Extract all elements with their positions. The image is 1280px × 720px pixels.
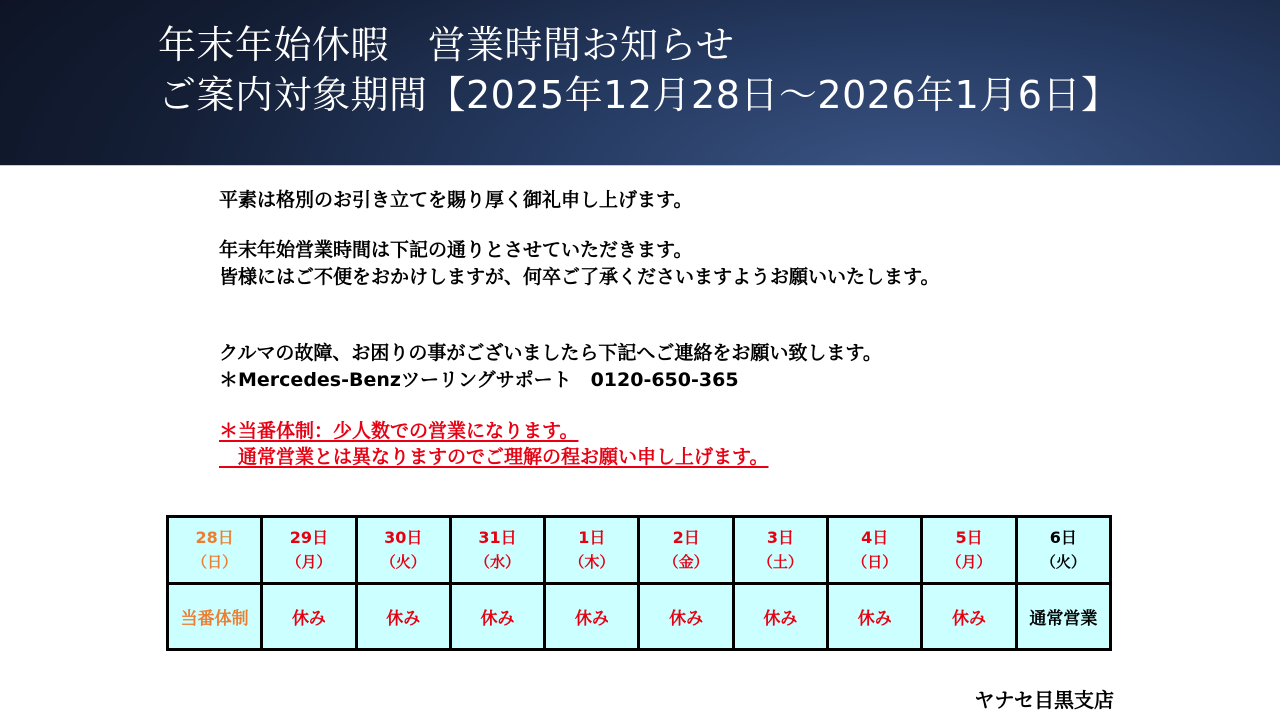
date: 1日 (578, 528, 606, 547)
date: 5日 (955, 528, 983, 547)
status-cell: 休み (733, 584, 827, 650)
status-cell: 休み (545, 584, 639, 650)
weekday: （日） (852, 553, 898, 571)
notice-line-2: 皆様にはご不便をおかけしますが、何卒ご了承くださいますようお願いいたします。 (219, 266, 940, 288)
weekday: （月） (286, 553, 332, 571)
title-line-2: ご案内対象期間【2025年12月28日～2026年1月6日】 (158, 73, 1120, 117)
weekday: （水） (475, 553, 521, 571)
date-cell (733, 517, 827, 584)
date: 4日 (861, 528, 889, 547)
date: 29日 (289, 528, 329, 547)
status-cell: 休み (450, 584, 544, 650)
weekday: （土） (757, 553, 803, 571)
date-cell (262, 517, 356, 584)
date: 30日 (384, 528, 423, 547)
status-cell: 休み (262, 584, 356, 650)
warning-line-1: ＊当番体制：少人数での営業になります。 (219, 420, 579, 442)
contact-line-2: ＊Mercedes-Benzツーリングサポート 0120-650-365 (219, 369, 739, 391)
weekday: （火） (380, 553, 426, 571)
weekday: （木） (569, 553, 615, 571)
schedule-date-row (168, 517, 1111, 584)
weekday: （月） (946, 553, 992, 571)
title-line-1: 年末年始休暇 営業時間お知らせ (158, 23, 735, 67)
date-cell (168, 517, 262, 584)
branch-name: ヤナセ目黒支店 (974, 688, 1114, 712)
date-cell (639, 517, 733, 584)
weekday: （火） (1040, 553, 1086, 571)
date-cell (922, 517, 1016, 584)
date: 28日 (195, 528, 234, 547)
status-cell: 当番体制 (168, 584, 262, 650)
notice-line-1: 年末年始営業時間は下記の通りとさせていただきます。 (219, 239, 693, 261)
status-cell: 休み (922, 584, 1016, 650)
warning-line-2: 通常営業とは異なりますのでご理解の程お願い申し上げます。 (219, 446, 769, 468)
date: 3日 (766, 528, 794, 547)
status-cell: 休み (828, 584, 922, 650)
date-cell (1016, 517, 1110, 584)
date-cell (356, 517, 450, 584)
status-cell: 休み (356, 584, 450, 650)
date-cell (450, 517, 544, 584)
date: 2日 (672, 528, 700, 547)
status-cell: 休み (639, 584, 733, 650)
weekday: （金） (663, 553, 709, 571)
date: 6日 (1049, 528, 1077, 547)
header-banner (0, 0, 1280, 165)
date: 31日 (478, 528, 517, 547)
schedule-status-row (168, 584, 1111, 650)
schedule-table (166, 515, 1112, 651)
contact-line-1: クルマの故障、お困りの事がございましたら下記へご連絡をお願い致します。 (219, 342, 882, 364)
greeting-text: 平素は格別のお引き立てを賜り厚く御礼申し上げます。 (219, 189, 693, 211)
header-divider (0, 165, 1280, 166)
status-cell: 通常営業 (1016, 584, 1110, 650)
date-cell (545, 517, 639, 584)
weekday: （日） (192, 553, 238, 571)
date-cell (828, 517, 922, 584)
